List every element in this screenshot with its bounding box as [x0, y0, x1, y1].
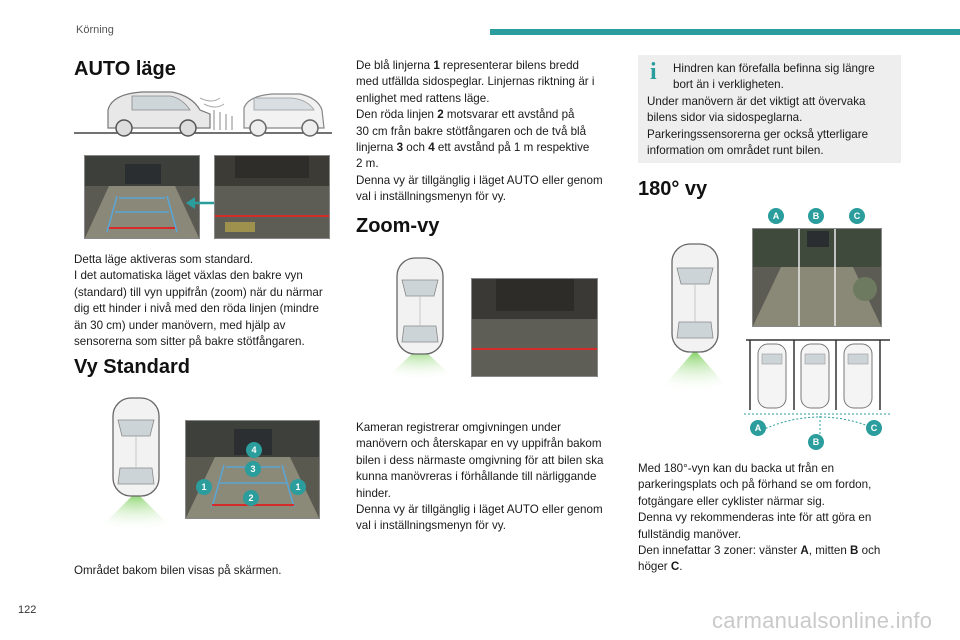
camera-view-zoom-auto: [214, 155, 330, 239]
camera-view-zoom: [471, 278, 598, 377]
heading-180-view: 180° vy: [638, 178, 708, 200]
heading-standard-view: Vy Standard: [74, 356, 190, 378]
badge-line-1-right: 1: [290, 479, 306, 495]
section-title: Körning: [76, 24, 114, 36]
illustration-parking-zones: [744, 338, 892, 418]
page-number: 122: [18, 604, 37, 616]
view-180-paragraph: Med 180°-vyn kan du backa ut från en parkeringsplats och på förhand se om fordon, fotgängare eller cyklister närmar sig. Denna vy rekommenderas inte för att göra en fullständig manöver. Den innefattar 3 zoner: vänster A, mitten B och höger C.: [638, 462, 881, 574]
heading-zoom-view: Zoom-vy: [356, 215, 440, 237]
zone-badge-b-top: B: [808, 208, 824, 224]
info-box: [638, 55, 901, 163]
illustration-car-top-standard: [86, 396, 186, 546]
standard-view-paragraph: Området bakom bilen visas på skärmen.: [74, 564, 282, 577]
badge-line-3: 3: [245, 461, 261, 477]
zone-badge-c-bottom: C: [866, 420, 882, 436]
zone-badge-a-top: A: [768, 208, 784, 224]
illustration-car-top-180: [640, 240, 750, 406]
header-accent-bar: [490, 29, 960, 35]
info-text: Hindren kan förefalla befinna sig längre bort än i verkligheten. Under manövern är det viktigt att övervaka bilens sidor via sidospeglarna. Parkeringssensorerna ger också ytterligare information om området runt bilen.: [647, 62, 875, 158]
camera-view-standard-auto: [84, 155, 200, 239]
zoom-view-paragraph: Kameran registrerar omgivningen under manövern och återskapar en vy uppifrån bakom bilen i dess närmaste omgivning för att bilen ska kunna manövreras i förhållande till närliggande hinder. Denna vy är tillgänglig i läget AUTO eller genom val i inställningsmenyn för vy.: [356, 421, 604, 533]
camera-view-180: [752, 228, 882, 327]
zone-badge-a-bottom: A: [750, 420, 766, 436]
illustration-car-approaching: [72, 84, 334, 140]
watermark: carmanualsonline.info: [712, 608, 933, 633]
line-description-paragraph: De blå linjerna 1 representerar bilens bredd med utfällda sidospeglar. Linjernas riktning är i enlighet med rattens läge. Den röda linjen 2 motsvarar ett avstånd på 30 cm från bakre stötfångaren och de två blå linjerna 3 och 4 ett avstånd på 1 m respektive 2 m. Denna vy är tillgänglig i läget AUTO eller genom val i inställningsmenyn för vy.: [356, 59, 603, 204]
heading-auto-mode: AUTO läge: [74, 58, 176, 80]
badge-line-1-left: 1: [196, 479, 212, 495]
zone-badge-c-top: C: [849, 208, 865, 224]
badge-line-4: 4: [246, 442, 262, 458]
badge-line-2: 2: [243, 490, 259, 506]
illustration-car-top-zoom: [370, 256, 470, 392]
zone-badge-b-bottom: B: [808, 434, 824, 450]
info-icon: i: [650, 59, 657, 85]
auto-mode-paragraph: Detta läge aktiveras som standard. I det automatiska läget växlas den bakre vyn (standard) till vyn uppifrån (zoom) när du närmar dig ett hinder i nivå med den röda linjen (mindre än 30 cm) under manövern, med hjälp av sensorerna som sitter på bakre stötfångaren.: [74, 253, 323, 349]
